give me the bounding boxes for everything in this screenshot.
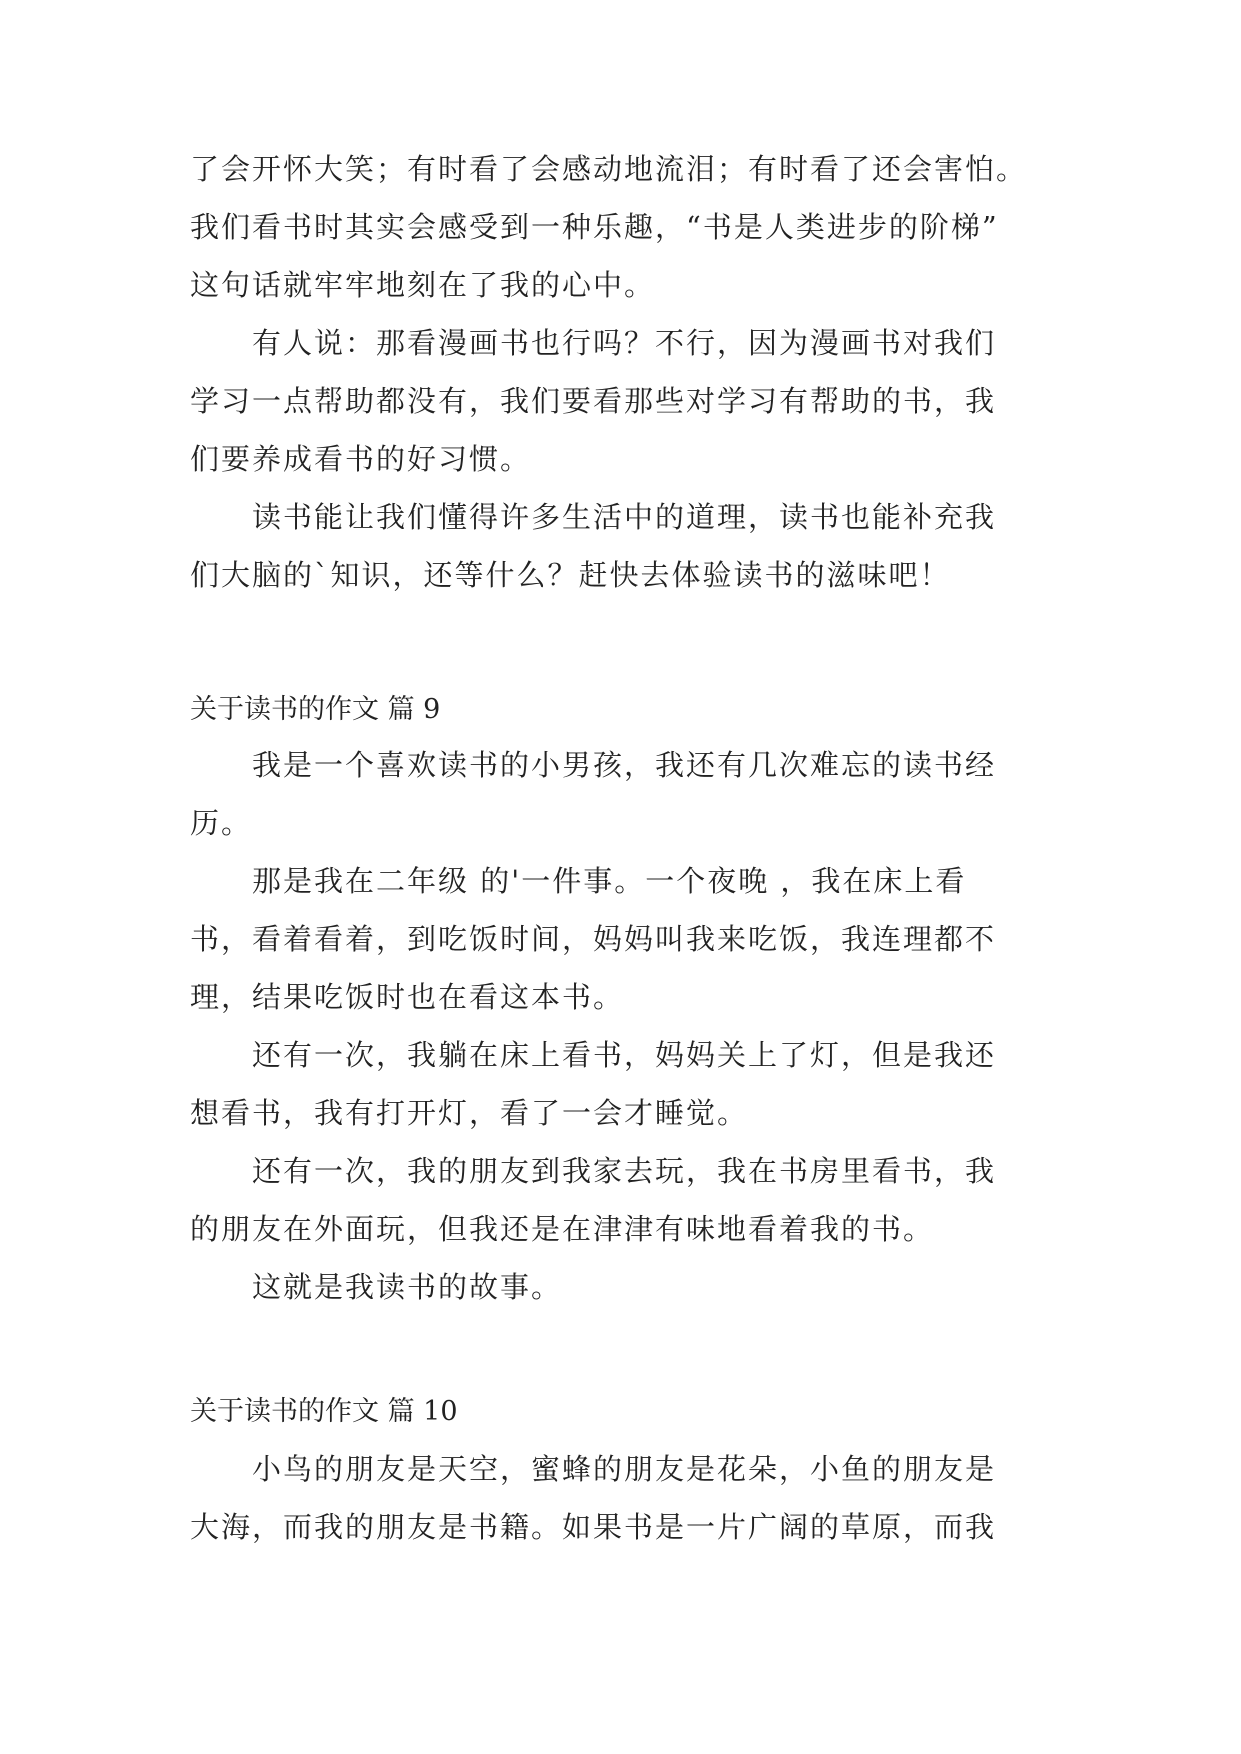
text-line: 们要养成看书的好习惯。 (190, 442, 532, 476)
text-line: 的朋友在外面玩，但我还是在津津有味地看着我的书。 (190, 1212, 935, 1246)
text-line: 这就是我读书的故事。 (190, 1270, 563, 1304)
text-line: 读书能让我们懂得许多生活中的道理，读书也能补充我 (190, 500, 997, 534)
text-line: 那是我在二年级 的'一件事。一个夜晚 ，我在床上看 (190, 864, 967, 898)
text-line: 有人说：那看漫画书也行吗？不行，因为漫画书对我们 (190, 326, 997, 360)
text-line: 学习一点帮助都没有，我们要看那些对学习有帮助的书，我 (190, 384, 997, 418)
text-line: 我是一个喜欢读书的小男孩，我还有几次难忘的读书经 (190, 748, 997, 782)
text-line: 小鸟的朋友是天空，蜜蜂的朋友是花朵，小鱼的朋友是 (190, 1452, 997, 1486)
text-line: 大海，而我的朋友是书籍。如果书是一片广阔的草原，而我 (190, 1510, 997, 1544)
text-line: 历。 (190, 806, 253, 840)
section-9-title: 关于读书的作文 篇 9 (190, 694, 441, 725)
text-line: 想看书，我有打开灯，看了一会才睡觉。 (190, 1096, 749, 1130)
text-line: 这句话就牢牢地刻在了我的心中。 (190, 268, 656, 302)
text-line: 了会开怀大笑；有时看了会感动地流泪；有时看了还会害怕。 (190, 152, 1028, 186)
text-line: 还有一次，我躺在床上看书，妈妈关上了灯，但是我还 (190, 1038, 997, 1072)
continued-essay-text (190, 140, 1052, 604)
text-line: 还有一次，我的朋友到我家去玩，我在书房里看书，我 (190, 1154, 997, 1188)
section-10-title: 关于读书的作文 篇 10 (190, 1396, 458, 1427)
section-10-body (190, 1440, 1052, 1556)
text-line: 们大脑的`知识，还等什么？赶快去体验读书的滋味吧！ (190, 558, 951, 592)
text-line: 理，结果吃饭时也在看这本书。 (190, 980, 625, 1014)
section-9-body (190, 736, 1052, 1316)
text-line: 书，看着看着，到吃饭时间，妈妈叫我来吃饭，我连理都不 (190, 922, 997, 956)
text-line: 我们看书时其实会感受到一种乐趣，“书是人类进步的阶梯” (190, 210, 999, 244)
